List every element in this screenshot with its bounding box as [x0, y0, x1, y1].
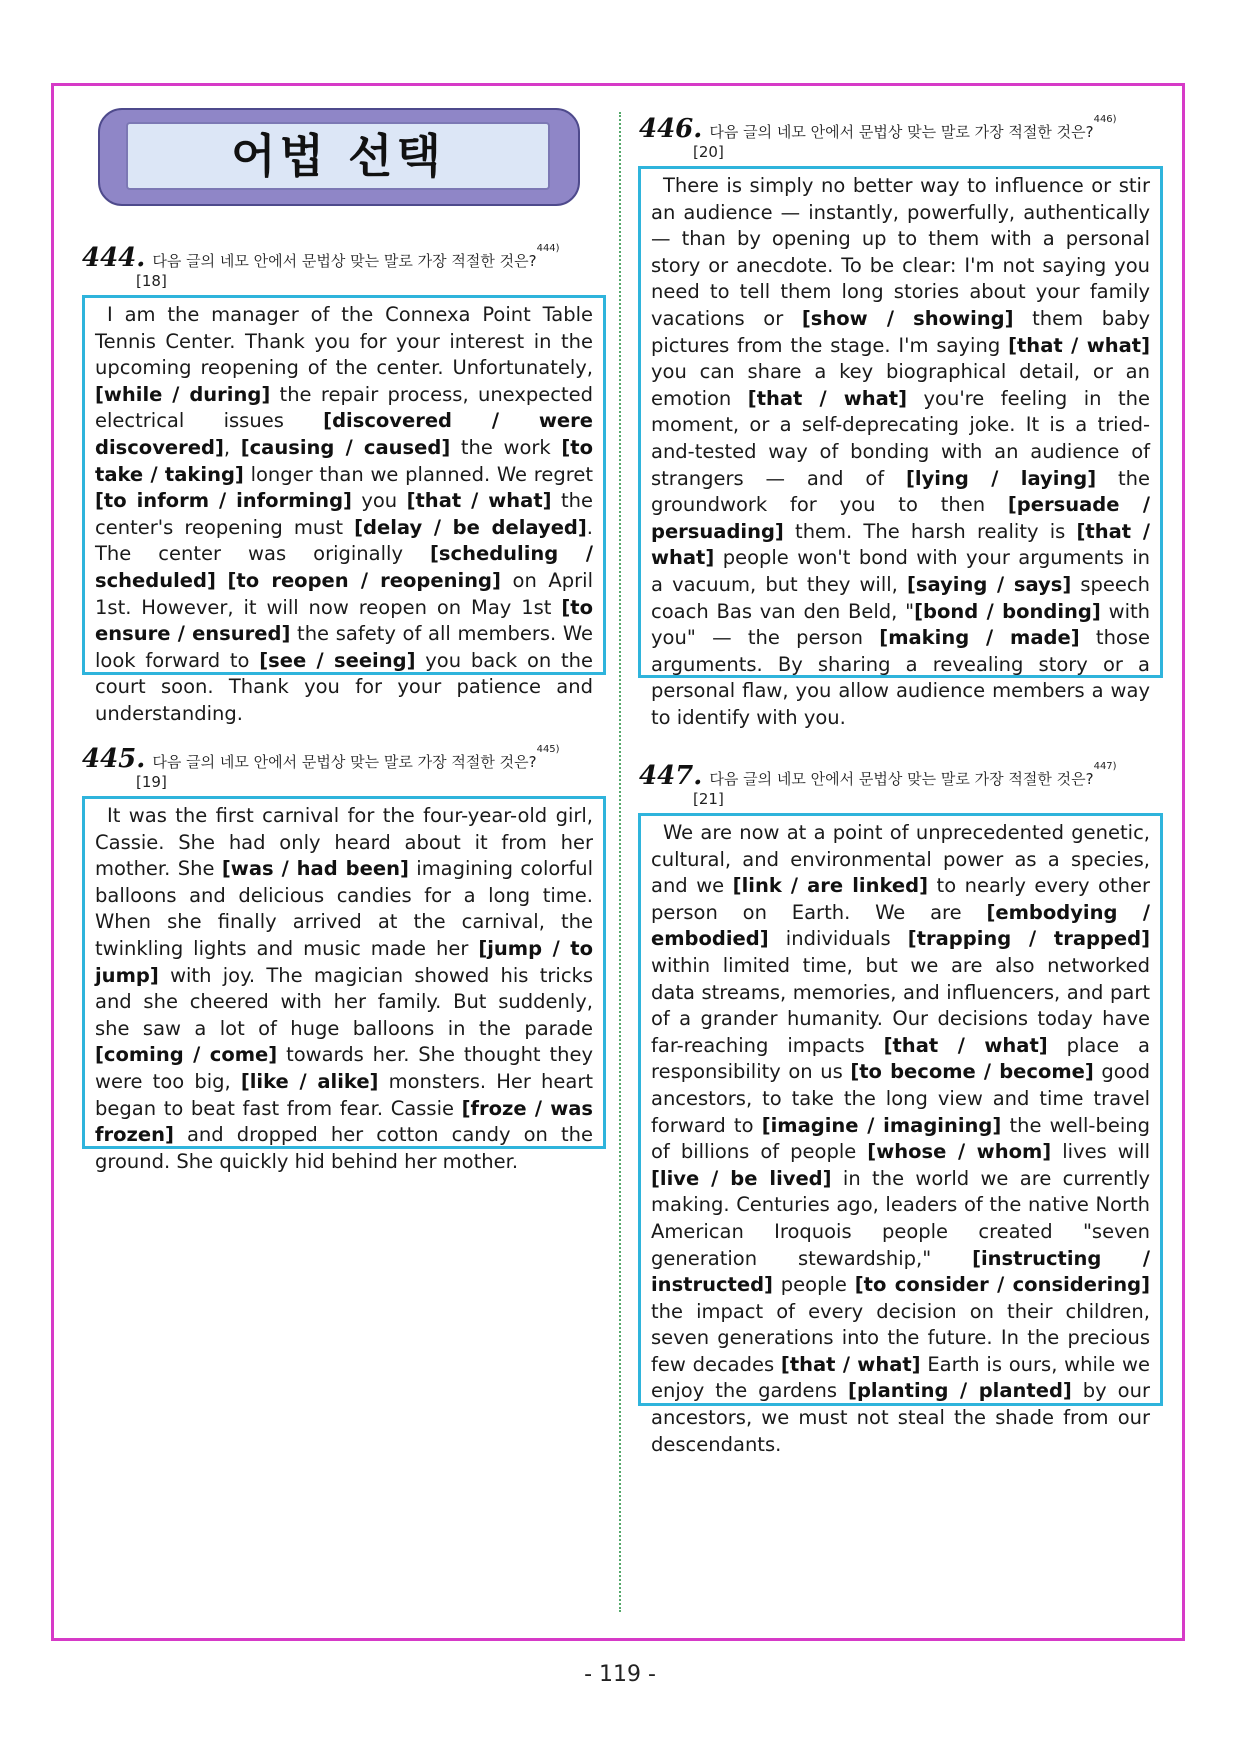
grammar-choice: [delay / be delayed]: [354, 515, 587, 539]
passage-text: We are now at a point of unprecedented genetic, cultural, and environmental power as a species, and we [link / are linked] to nearly every other person on Earth. We are [embodying / embodied] individuals [trapping / trapped] within limited time, but we are also networked data streams, memories, and influencers, and part of a grander humanity. Our decisions today have far-reaching impacts [that / what] place a responsibility on us [to become / become] good ancestors, to take the long view and time travel forward to [imagine / imagining] the well-being of billions of people [whose / whom] lives will [live / be lived] in the world we are currently making. Centuries ago, leaders of the native North American Iroquois people created "seven generation stewardship," [instructing / instructed] people [to consider / considering] the impact of every decision on their children, seven generations into the future. In the precious few decades [that / what] Earth is ours, while we enjoy the gardens [planting / planted] by our ancestors, we must not steal the shade from our descendants.: [651, 821, 1151, 1456]
grammar-choice: [to inform / informing]: [95, 489, 352, 513]
question-number: 445.: [82, 744, 146, 774]
grammar-choice: [that / what]: [883, 1033, 1048, 1057]
question-444-passage: [82, 295, 606, 725]
grammar-choice: [to take / taking]: [95, 435, 593, 486]
grammar-choice: [planting / planted]: [848, 1379, 1072, 1403]
grammar-choice: [link / are linked]: [732, 874, 929, 898]
section-title: 어법 선택: [231, 129, 445, 183]
question-447-source: [21]: [693, 790, 724, 808]
grammar-choice: [like / alike]: [240, 1069, 379, 1093]
question-prompt: 다음 글의 네모 안에서 문법상 맞는 말로 가장 적절한 것은?: [709, 770, 1094, 788]
grammar-choice: [that / what]: [780, 1352, 921, 1376]
footnote-ref: 444): [536, 243, 560, 254]
grammar-choice: [discovered / were discovered]: [95, 409, 593, 459]
grammar-choice: [saying / says]: [907, 572, 1072, 596]
grammar-choice: [persuade / persuading]: [651, 493, 1150, 543]
grammar-choice: [coming / come]: [95, 1043, 278, 1067]
question-446-source: [20]: [693, 143, 724, 161]
grammar-choice: [to ensure / ensured]: [95, 595, 593, 646]
grammar-choice: [instructing / instructed]: [651, 1246, 1150, 1297]
grammar-choice: [to reopen / reopening]: [227, 568, 501, 592]
section-title-panel: [126, 122, 550, 190]
grammar-choice: [embodying / embodied]: [651, 900, 1150, 951]
question-prompt: 다음 글의 네모 안에서 문법상 맞는 말로 가장 적절한 것은?: [152, 252, 537, 270]
grammar-choice: [trapping / trapped]: [907, 927, 1150, 951]
question-447-passage: [638, 813, 1163, 1456]
grammar-choice: [froze / was frozen]: [95, 1096, 593, 1147]
grammar-choice: [imagine / imagining]: [761, 1113, 1002, 1137]
question-number: 446.: [639, 114, 703, 144]
grammar-choice: [while / during]: [95, 382, 271, 406]
grammar-choice: [that / what]: [1008, 333, 1150, 357]
grammar-choice: [scheduling / scheduled]: [95, 542, 593, 592]
grammar-choice: [show / showing]: [801, 306, 1014, 330]
grammar-choice: [to become / become]: [850, 1060, 1094, 1084]
grammar-choice: [bond / bonding]: [914, 599, 1101, 623]
grammar-choice: [live / be lived]: [651, 1166, 832, 1190]
question-444-source: [18]: [136, 272, 167, 290]
grammar-choice: [was / had been]: [221, 857, 409, 881]
grammar-choice: [jump / to jump]: [95, 936, 593, 987]
question-445-passage: [82, 796, 606, 1173]
question-444-header: [82, 243, 560, 273]
passage-text: There is simply no better way to influence or stir an audience — instantly, powerfully, authentically — than by opening up to them with a personal story or anecdote. To be clear: I'm not saying you need to tell them long stories about your family vacations or [show / showing] them baby pictures from the stage. I'm saying [that / what] you can share a key biographical detail, or an emotion [that / what] you're feeling in the moment, or a self-deprecating joke. It is a tried-and-tested way of bonding with an audience of strangers — and of [lying / laying] the groundwork for you to then [persuade / persuading] them. The harsh reality is [that / what] people won't bond with your arguments in a vacuum, but they will, [saying / says] speech coach Bas van den Beld, "[bond / bonding] with you" — the person [making / made] those arguments. By sharing a revealing story or a personal flaw, you allow audience members a way to identify with you.: [651, 174, 1151, 729]
question-number: 444.: [82, 243, 146, 273]
grammar-choice: [whose / whom]: [867, 1140, 1052, 1164]
question-prompt: 다음 글의 네모 안에서 문법상 맞는 말로 가장 적절한 것은?: [152, 753, 537, 771]
passage-text: I am the manager of the Connexa Point Table Tennis Center. Thank you for your interest in the upcoming reopening of the center. Unfortunately, [while / during] the repair process, unexpected electrical issues [discovered / were discovered], [causing / caused] the work [to take / taking] longer than we planned. We regret [to inform / informing] you [that / what] the center's reopening must [delay / be delayed]. The center was originally [scheduling / scheduled] [to reopen / reopening] on April 1st. However, it will now reopen on May 1st [to ensure / ensured] the safety of all members. We look forward to [see / seeing] you back on the court soon. Thank you for your patience and understanding.: [95, 303, 593, 725]
grammar-choice: [lying / laying]: [905, 466, 1097, 490]
footnote-ref: 447): [1093, 761, 1117, 772]
passage-text: It was the first carnival for the four-year-old girl, Cassie. She had only heard about it from her mother. She [was / had been] imagining colorful balloons and delicious candies for a long time. When she finally arrived at the carnival, the twinkling lights and music made her [jump / to jump] with joy. The magician showed his tricks and she cheered with her family. But suddenly, she saw a lot of huge balloons in the parade [coming / come] towards her. She thought they were too big, [like / alike] monsters. Her heart began to beat fast from fear. Cassie [froze / was frozen] and dropped her cotton candy on the ground. She quickly hid behind her mother.: [95, 804, 593, 1173]
grammar-choice: [causing / caused]: [240, 435, 451, 459]
page-number: - 119 -: [584, 1662, 656, 1687]
grammar-choice: [that / what]: [747, 386, 907, 410]
footnote-ref: 446): [1093, 114, 1117, 125]
grammar-choice: [see / seeing]: [259, 648, 416, 672]
question-446-header: [639, 114, 1117, 144]
question-447-header: [639, 761, 1117, 791]
grammar-choice: [making / made]: [879, 626, 1080, 650]
grammar-choice: [that / what]: [651, 519, 1150, 570]
footnote-ref: 445): [536, 744, 560, 755]
question-446-passage: [638, 166, 1163, 729]
question-445-source: [19]: [136, 773, 167, 791]
column-divider: [619, 112, 621, 1612]
grammar-choice: [that / what]: [406, 489, 552, 513]
section-title-banner: [98, 108, 580, 206]
question-number: 447.: [639, 761, 703, 791]
question-445-header: [82, 744, 560, 774]
grammar-choice: [to consider / considering]: [854, 1273, 1150, 1297]
question-prompt: 다음 글의 네모 안에서 문법상 맞는 말로 가장 적절한 것은?: [709, 123, 1094, 141]
